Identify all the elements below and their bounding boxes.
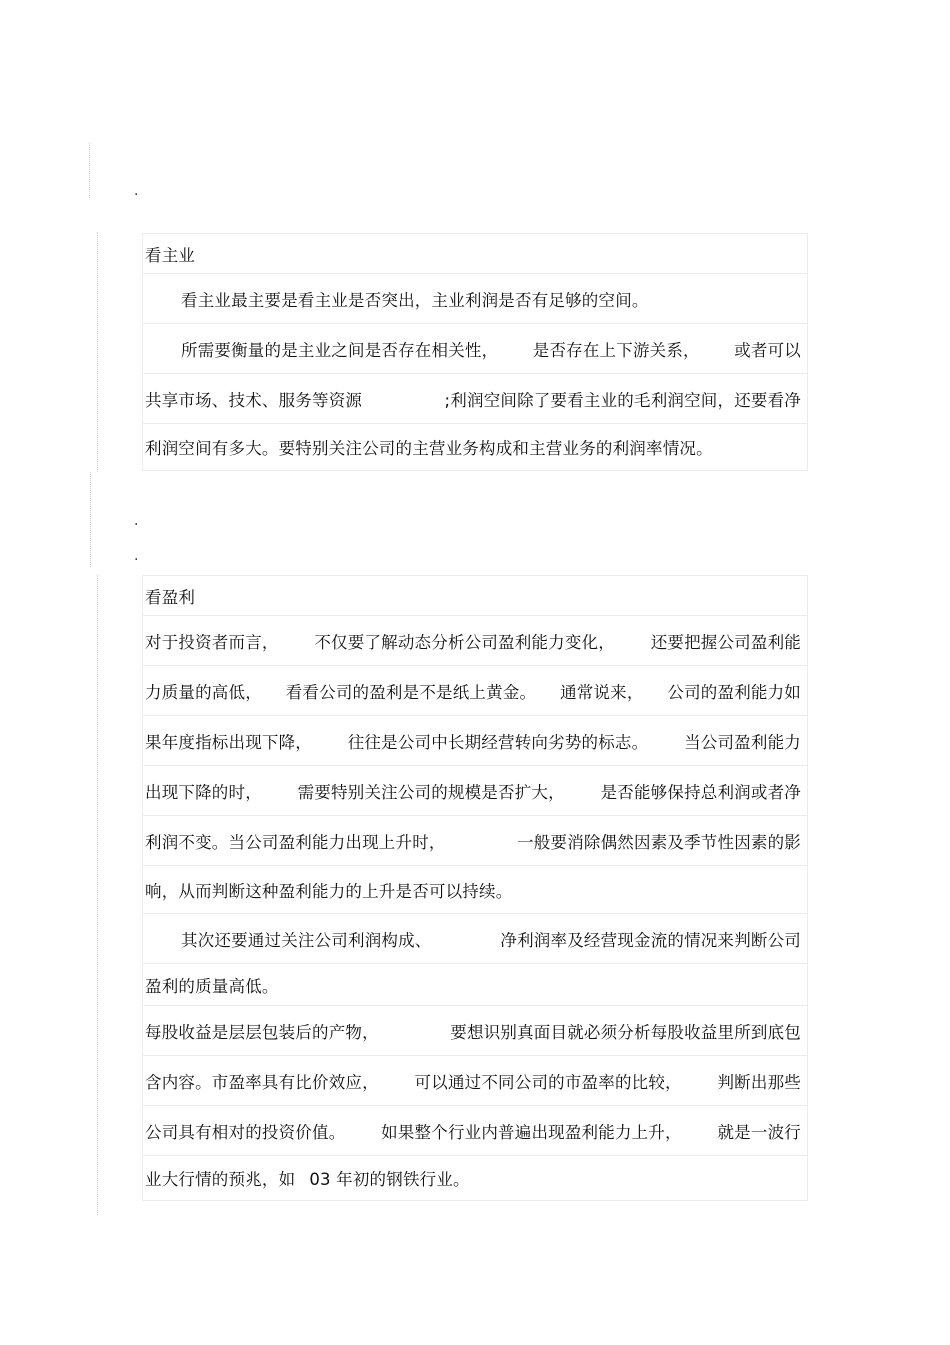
text-segment: 看主业最主要是看主业是否突出，主业利润是否有足够的空间。	[181, 290, 649, 310]
text-segment: 对于投资者而言，	[145, 632, 279, 652]
separator-dot: .	[134, 513, 139, 529]
paragraph-line	[142, 323, 808, 373]
margin-mark	[90, 472, 92, 567]
paragraph-line	[142, 273, 808, 323]
text-segment: 公司具有相对的投资价值。	[145, 1122, 346, 1142]
text-segment: 需要特别关注公司的规模是否扩大，	[297, 782, 565, 802]
text-segment: 出现下降的时，	[145, 782, 262, 802]
margin-mark	[89, 143, 91, 198]
paragraph-line	[142, 865, 808, 913]
paragraph-line	[142, 913, 808, 963]
paragraph-line	[142, 665, 808, 715]
paragraph-line	[142, 423, 808, 471]
text-segment: 03 年初的钢铁行业。	[309, 1170, 470, 1189]
text-segment: 可以通过不同公司的市盈率的比较，	[414, 1072, 682, 1092]
text-segment: 响，从而判断这种盈利能力的上升是否可以持续。	[145, 881, 513, 901]
paragraph-line	[142, 615, 808, 665]
text-segment: 果年度指标出现下降，	[145, 732, 312, 752]
text-segment: 通常说来，	[560, 682, 644, 702]
text-segment: 所需要衡量的是主业之间是否存在相关性，	[181, 340, 499, 360]
text-segment: 看看公司的盈利是不是纸上黄金。	[285, 682, 537, 702]
separator-dot: .	[134, 548, 139, 564]
paragraph-line	[142, 765, 808, 815]
paragraph-line	[142, 1005, 808, 1055]
section-profitability	[142, 575, 808, 1201]
separator-dot: .	[134, 183, 139, 199]
paragraph-line	[142, 715, 808, 765]
margin-mark	[97, 232, 99, 472]
text-segment: 就是一波行	[717, 1122, 801, 1142]
text-segment: 不仅要了解动态分析公司盈利能力变化，	[314, 632, 615, 652]
text-segment: 是否能够保持总利润或者净	[600, 782, 801, 802]
text-segment: 其次还要通过关注公司利润构成、	[181, 930, 432, 950]
text-segment: 含内容。市盈率具有比价效应，	[145, 1072, 379, 1092]
section-heading	[142, 233, 808, 273]
text-segment: 共享市场、技术、服务等资源	[145, 390, 363, 410]
text-segment: 或者可以	[734, 340, 801, 360]
text-segment: 利润不变。当公司盈利能力出现上升时，	[145, 832, 446, 852]
text-segment: 一般要消除偶然因素及季节性因素的影	[517, 832, 801, 852]
text-segment: 往往是公司中长期经营转向劣势的标志。	[347, 732, 649, 752]
paragraph-line	[142, 373, 808, 423]
section-heading	[142, 575, 808, 615]
paragraph-line	[142, 815, 808, 865]
margin-mark	[97, 575, 99, 1215]
paragraph-line	[142, 1155, 808, 1201]
heading-text: 看主业	[145, 245, 196, 265]
paragraph-line	[142, 1055, 808, 1105]
text-segment: 是否存在上下游关系，	[532, 340, 700, 360]
paragraph-line	[142, 1105, 808, 1155]
text-segment: 利润空间有多大。要特别关注公司的主营业务构成和主营业务的利润率情况。	[145, 439, 713, 458]
text-segment: 盈利的质量高低。	[145, 976, 279, 996]
text-segment: 每股收益是层层包装后的产物，	[145, 1022, 379, 1042]
text-segment: 还要把握公司盈利能	[650, 632, 801, 652]
heading-text: 看盈利	[145, 587, 196, 607]
text-segment: ;利润空间除了要看主业的毛利润空间，还要看净	[444, 390, 801, 410]
text-segment: 业大行情的预兆，如	[145, 1170, 296, 1189]
paragraph-line	[142, 963, 808, 1005]
text-segment: 要想识别真面目就必须分析每股收益里所到底包	[450, 1022, 801, 1042]
section-main-business	[142, 233, 808, 471]
text-segment: 公司的盈利能力如	[667, 682, 801, 702]
text-segment: 净利润率及经营现金流的情况来判断公司	[500, 930, 801, 950]
text-segment: 判断出那些	[717, 1072, 801, 1092]
text-segment: 力质量的高低，	[145, 682, 262, 702]
text-segment: 当公司盈利能力	[684, 732, 801, 752]
text-segment: 如果整个行业内普遍出现盈利能力上升，	[381, 1122, 682, 1142]
